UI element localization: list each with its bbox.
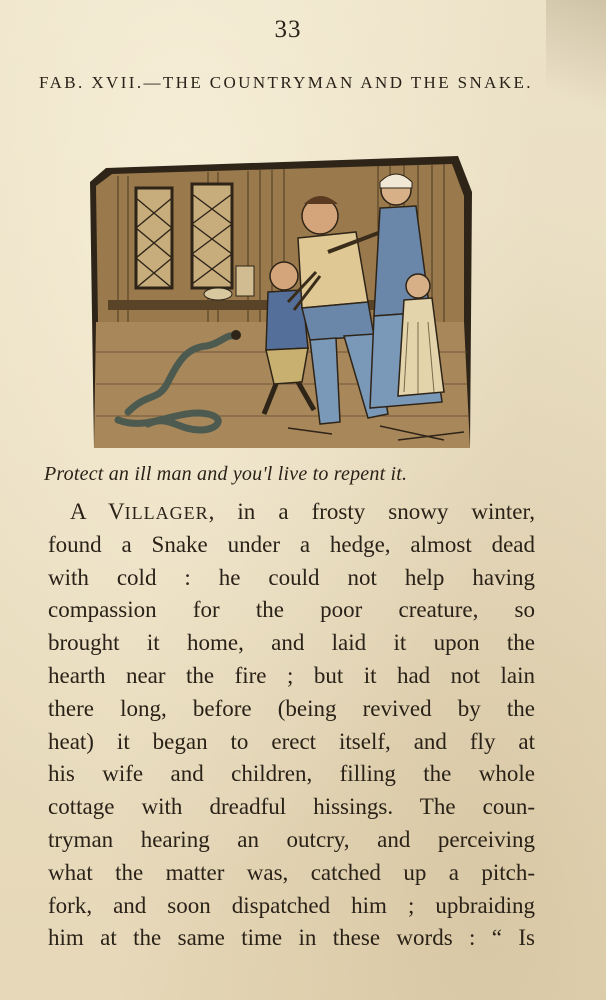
woodcut-countryman-snake-icon (88, 152, 476, 452)
illustration-caption: Protect an ill man and you'l live to repent it. (44, 463, 408, 485)
body-line: found a Snake under a hedge, almost dead (48, 531, 535, 557)
body-line: him at the same time in these words : “ Is (48, 925, 535, 951)
body-line: there long, before (being revived by the (48, 695, 535, 721)
body-line: with cold : he could not help having (48, 564, 535, 590)
first-line-text: , in a frosty snowy winter, (208, 499, 535, 524)
body-line: tryman hearing an outcry, and perceiving (48, 826, 535, 852)
fable-body (48, 496, 535, 955)
body-line: brought it home, and laid it upon the (48, 630, 535, 656)
body-line-1 (48, 496, 535, 529)
fable-heading: FAB. XVII.—THE COUNTRYMAN AND THE SNAKE. (39, 73, 533, 92)
body-line: what the matter was, catched up a pitch- (48, 859, 535, 885)
body-line: heat) it began to erect itself, and fly at (48, 728, 535, 754)
body-line: his wife and children, filling the whole (48, 761, 535, 787)
body-line: hearth near the fire ; but it had not lain (48, 662, 535, 688)
first-word-small-caps: ILLAGER (124, 503, 209, 523)
page-number: 33 (274, 16, 302, 43)
first-word-capital: A V (70, 499, 125, 524)
body-line: fork, and soon dispatched him ; upbraiding (48, 892, 535, 918)
body-line: compassion for the poor creature, so (48, 597, 535, 623)
body-line: cottage with dreadful hissings. The coun- (48, 794, 535, 820)
